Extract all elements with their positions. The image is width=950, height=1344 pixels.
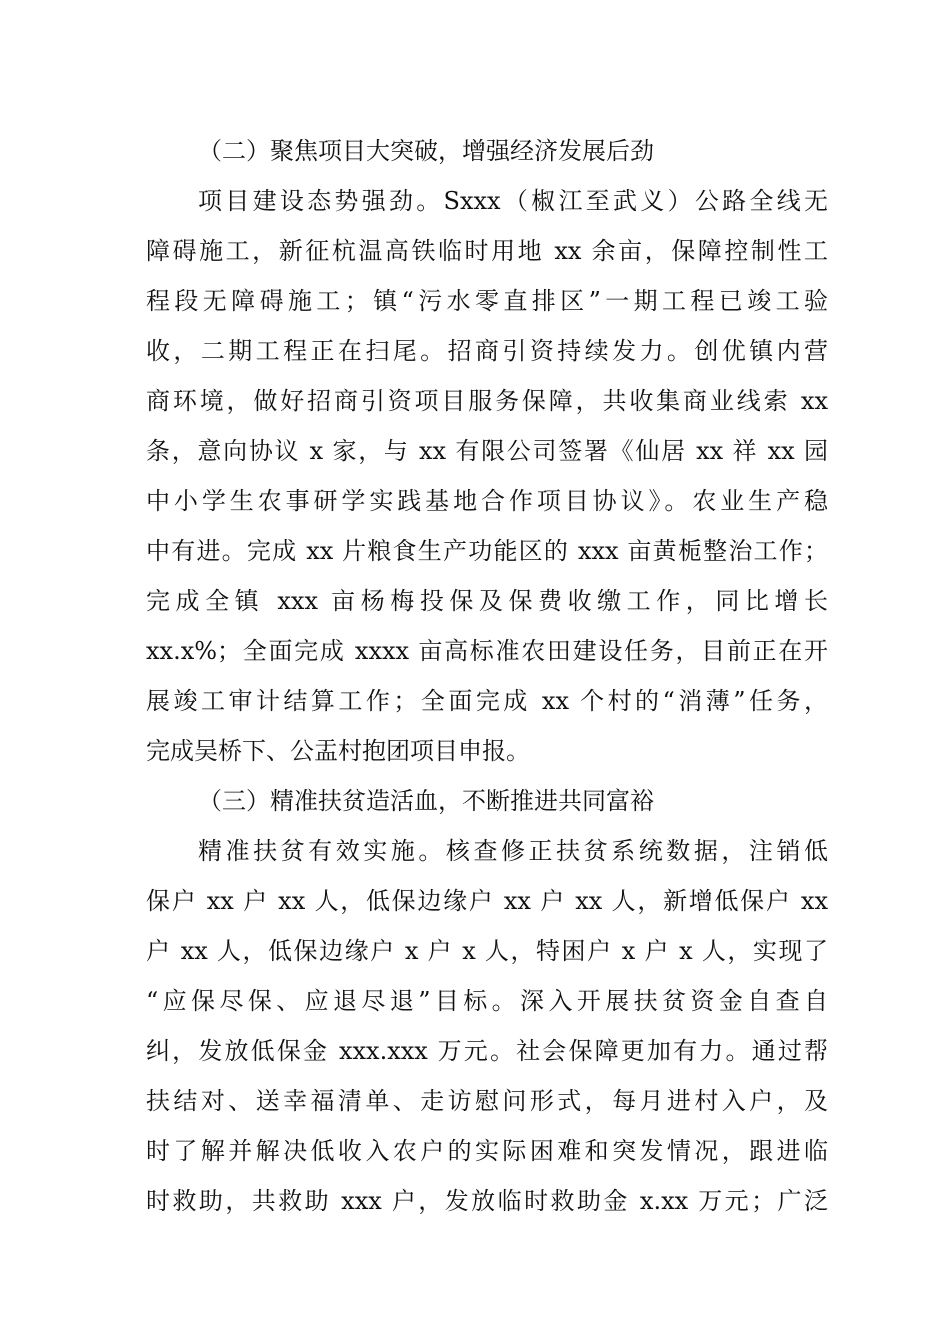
paragraph-line: 商环境，做好招商引资项目服务保障，共收集商业线索 xx: [146, 387, 828, 415]
paragraph-line: 保户 xx 户 xx 人，低保边缘户 xx 户 xx 人，新增低保户 xx: [146, 887, 828, 915]
paragraph-line: “应保尽保、应退尽退”目标。深入开展扶贫资金自查自: [146, 987, 828, 1015]
paragraph-line: 中有进。完成 xx 片粮食生产功能区的 xxx 亩黄栀整治工作；: [146, 537, 828, 565]
paragraph-line: 收，二期工程正在扫尾。招商引资持续发力。创优镇内营: [146, 337, 828, 365]
section-heading: （二）聚焦项目大突破，增强经济发展后劲: [198, 137, 654, 165]
paragraph-line: 完成全镇 xxx 亩杨梅投保及保费收缴工作，同比增长: [146, 587, 828, 615]
paragraph-line: 时救助，共救助 xxx 户，发放临时救助金 x.xx 万元；广泛: [146, 1187, 828, 1215]
paragraph-line: 纠，发放低保金 xxx.xxx 万元。社会保障更加有力。通过帮: [146, 1037, 828, 1065]
paragraph-line: 障碍施工，新征杭温高铁临时用地 xx 余亩，保障控制性工: [146, 237, 828, 265]
paragraph-line: 精准扶贫有效实施。核查修正扶贫系统数据，注销低: [198, 837, 828, 865]
paragraph-line: 条，意向协议 x 家，与 xx 有限公司签署《仙居 xx 祥 xx 园: [146, 437, 828, 465]
paragraph-line: 项目建设态势强劲。Sxxx（椒江至武义）公路全线无: [198, 187, 828, 215]
paragraph-line: 完成吴桥下、公盂村抱团项目申报。: [146, 737, 530, 765]
paragraph-line: 户 xx 人，低保边缘户 x 户 x 人，特困户 x 户 x 人，实现了: [146, 937, 828, 965]
section-heading: （三）精准扶贫造活血，不断推进共同富裕: [198, 787, 654, 815]
paragraph-line: xx.x%；全面完成 xxxx 亩高标准农田建设任务，目前正在开: [146, 637, 828, 665]
paragraph-line: 扶结对、送幸福清单、走访慰问形式，每月进村入户，及: [146, 1087, 828, 1115]
paragraph-line: 展竣工审计结算工作；全面完成 xx 个村的“消薄”任务，: [146, 687, 828, 715]
paragraph-line: 程段无障碍施工；镇“污水零直排区”一期工程已竣工验: [146, 287, 828, 315]
paragraph-line: 中小学生农事研学实践基地合作项目协议》。农业生产稳: [146, 487, 828, 515]
paragraph-line: 时了解并解决低收入农户的实际困难和突发情况，跟进临: [146, 1137, 828, 1165]
